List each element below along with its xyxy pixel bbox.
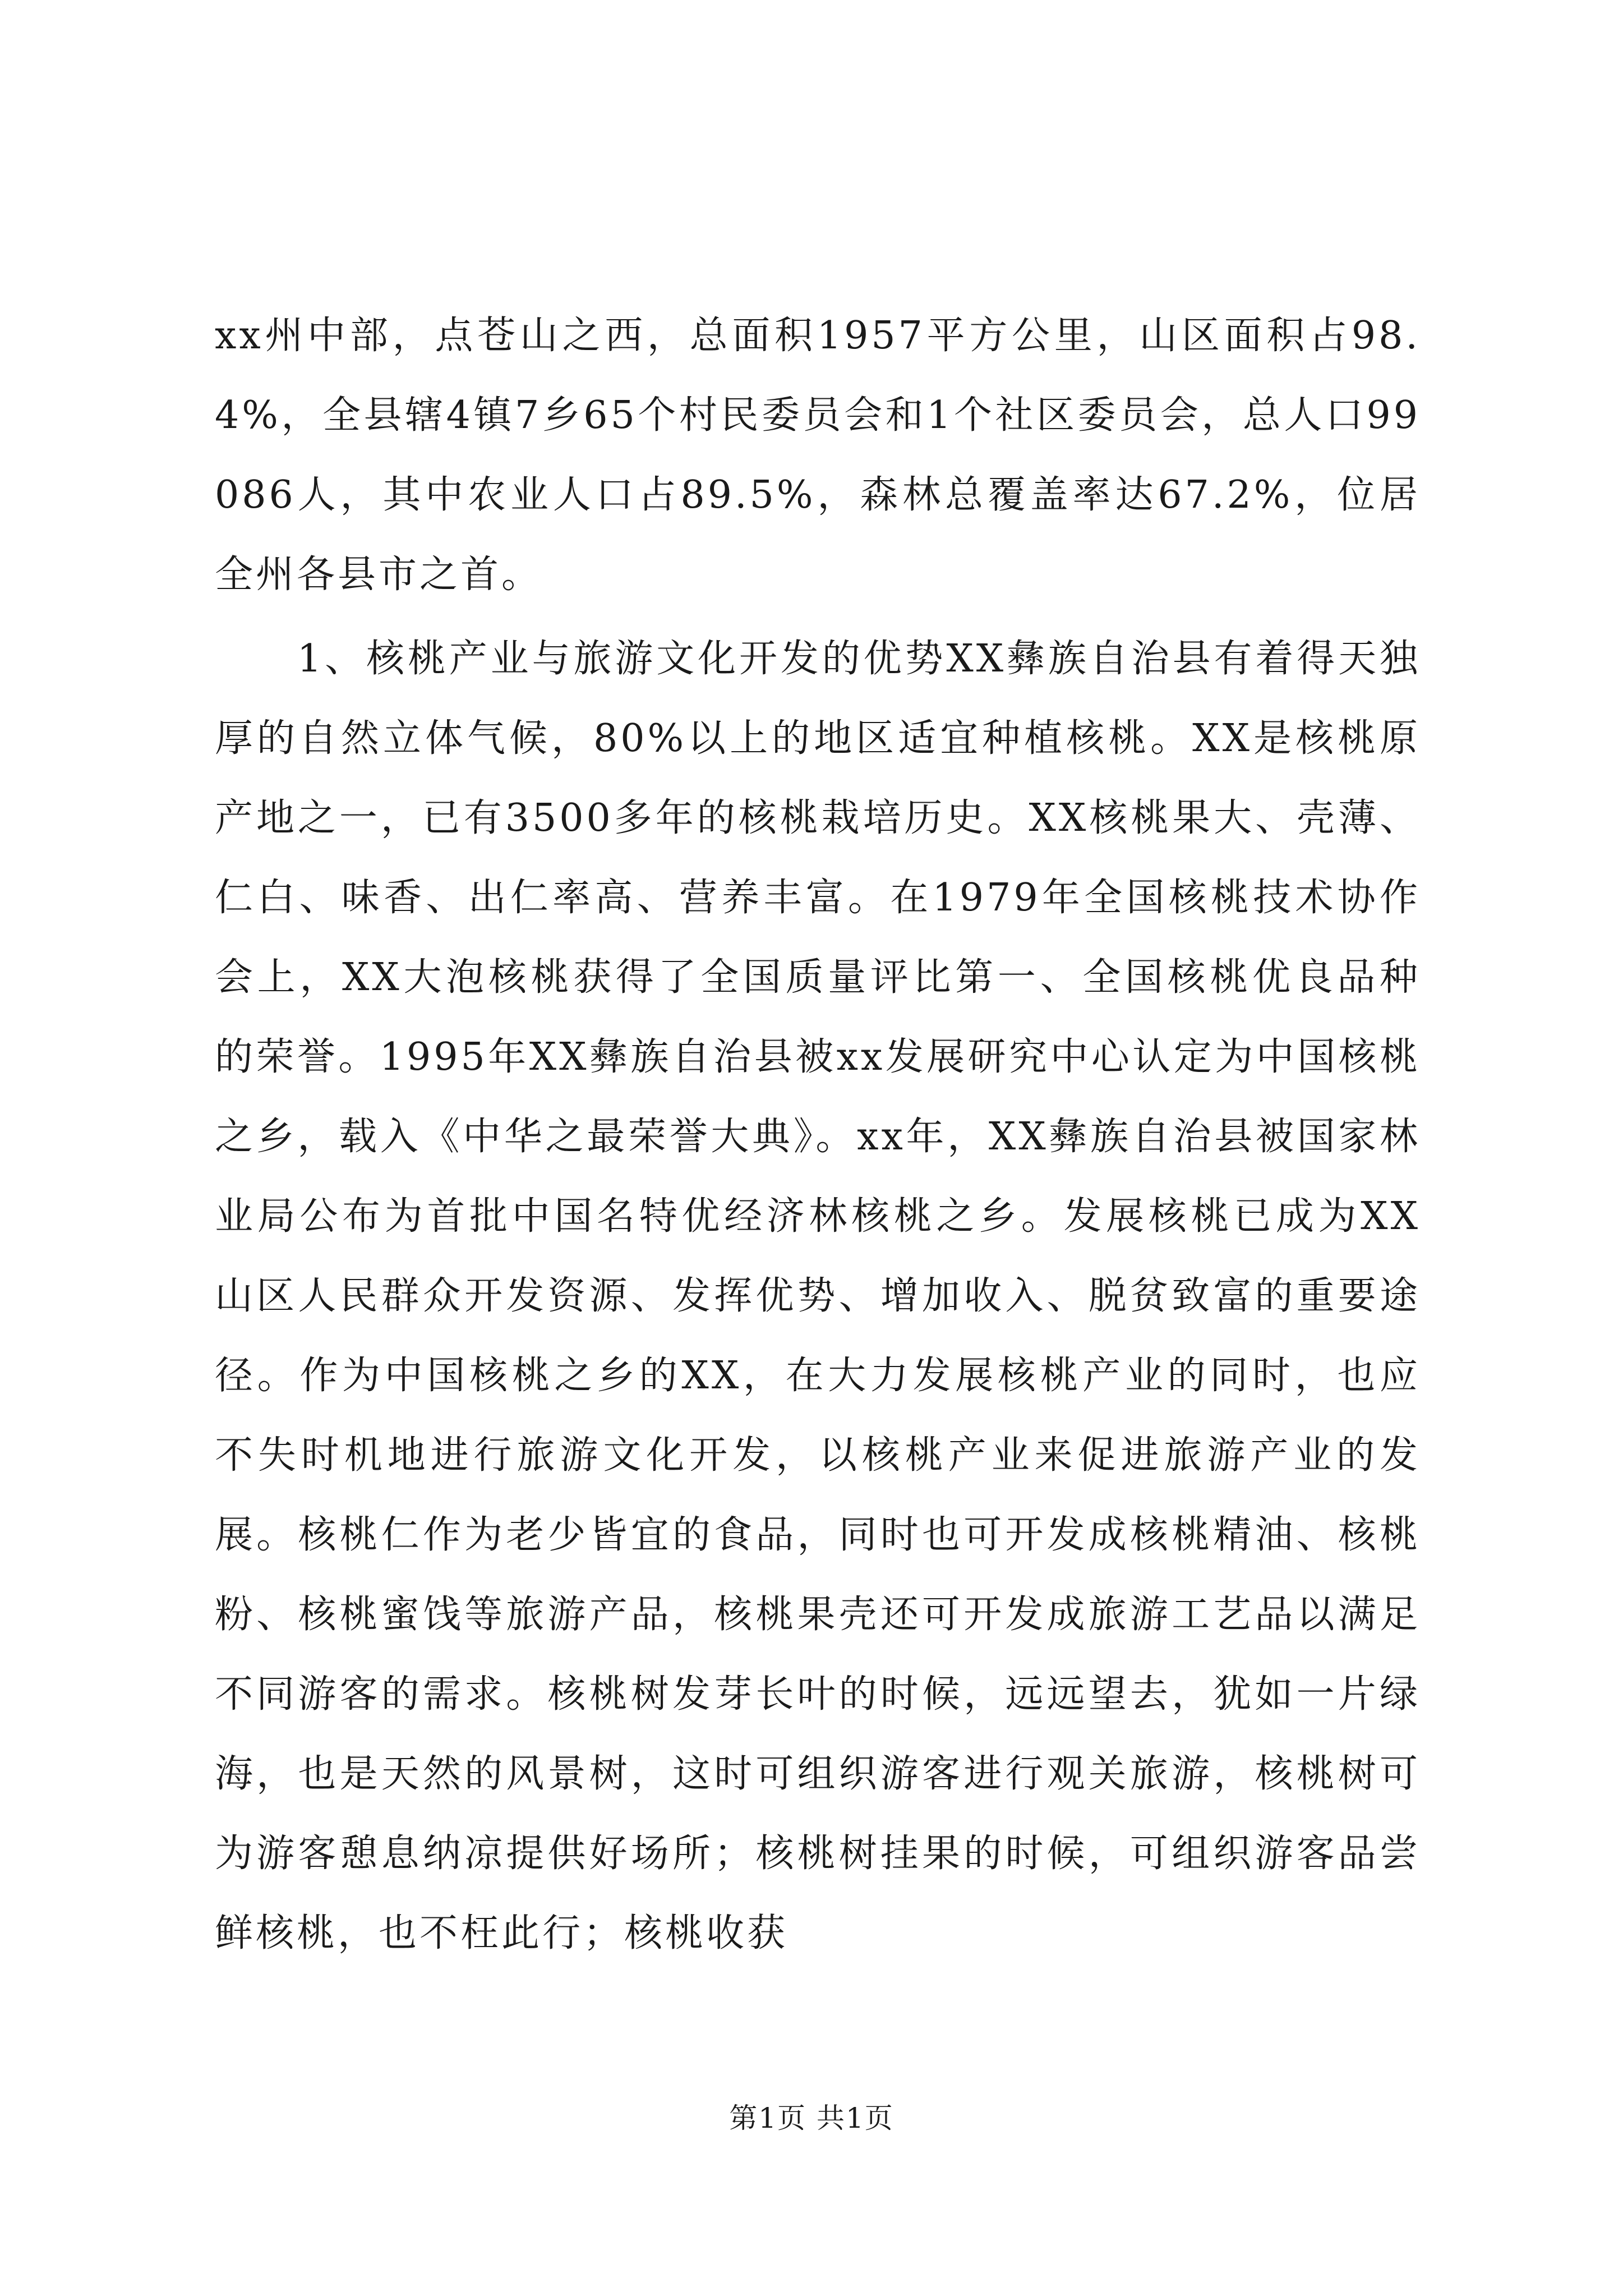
paragraph-location-overview: xx州中部，点苍山之西，总面积1957平方公里，山区面积占98.4%，全县辖4镇7乡65个村民委员会和1个社区委员会，总人口99086人，其中农业人口占89.5%，森林总覆盖率达67.2%，位居全州各县市之首。 [215, 314, 1421, 597]
page-footer-number: 第1页 共1页 [729, 2102, 894, 2134]
paragraph-walnut-tourism-advantages: 1、核桃产业与旅游文化开发的优势XX彝族自治县有着得天独厚的自然立体气候，80%以上的地区适宜种植核桃。XX是核桃原产地之一，已有3500多年的核桃栽培历史。XX核桃果大、壳薄、仁白、味香、出仁率高、营养丰富。在1979年全国核桃技术协作会上，XX大泡核桃获得了全国质量评比第一、全国核桃优良品种的荣誉。1995年XX彝族自治县被xx发展研究中心认定为中国核桃之乡，载入《中华之最荣誉大典》。xx年，XX彝族自治县被国家林业局公布为首批中国名特优经济林核桃之乡。发展核桃已成为XX山区人民群众开发资源、发挥优势、增加收入、脱贫致富的重要途径。作为中国核桃之乡的XX，在大力发展核桃产业的同时，也应不失时机地进行旅游文化开发，以核桃产业来促进旅游产业的发展。核桃仁作为老少皆宜的食品，同时也可开发成核桃精油、核桃粉、核桃蜜饯等旅游产品，核桃果壳还可开发成旅游工艺品以满足不同游客的需求。核桃树发芽长叶的时候，远远望去，犹如一片绿海，也是天然的风景树，这时可组织游客进行观关旅游，核桃树可为游客憩息纳凉提供好场所；核桃树挂果的时候，可组织游客品尝鲜核桃，也不枉此行；核桃收获 [215, 637, 1421, 1955]
document-body [215, 296, 1421, 1973]
